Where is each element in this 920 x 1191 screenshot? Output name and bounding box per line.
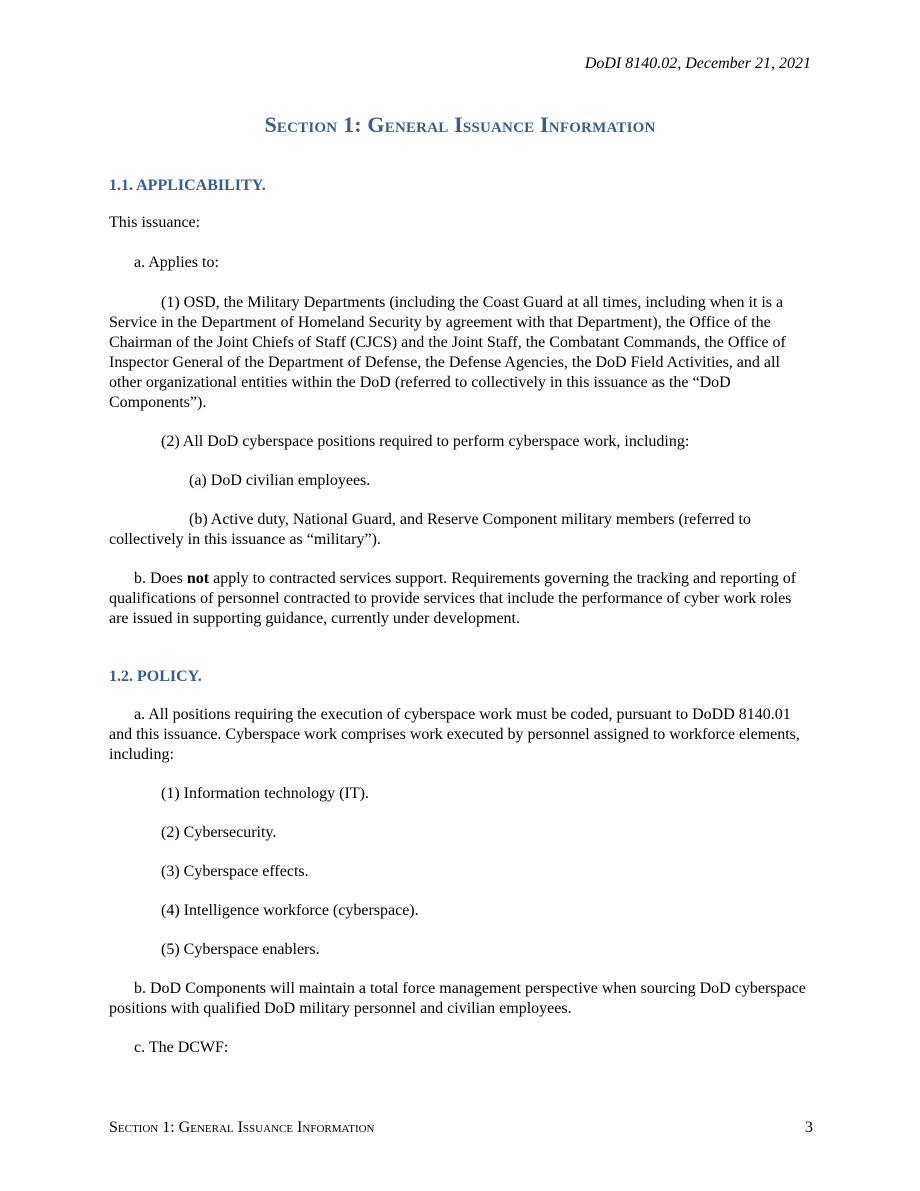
applicability-b-pre: b. Does [134, 570, 187, 587]
applicability-a2a: (a) DoD civilian employees. [189, 472, 371, 489]
policy-c: c. The DCWF: [134, 1039, 229, 1056]
page-header: DoDI 8140.02, December 21, 2021 [584, 55, 811, 72]
applicability-b-emphasis: not [186, 570, 210, 587]
heading-policy: 1.2. POLICY. [109, 668, 202, 685]
heading-applicability: 1.1. APPLICABILITY. [109, 177, 266, 194]
footer-section-title: Section 1: General Issuance Information [109, 1119, 375, 1136]
policy-item: (2) Cybersecurity. [161, 824, 277, 841]
section-title: Section 1: General Issuance Information [264, 112, 656, 137]
policy-a: a. All positions requiring the execution of cyberspace work must be coded, pursuant to DoDD 8140.01 and this issuance. Cyberspace work comprises work executed by personnel assigned to workforce elements, including: [109, 706, 800, 763]
policy-item: (1) Information technology (IT). [161, 785, 369, 802]
policy-item: (4) Intelligence workforce (cyberspace). [161, 902, 419, 919]
applicability-intro: This issuance: [109, 214, 201, 231]
policy-item: (5) Cyberspace enablers. [161, 941, 320, 958]
applicability-a2b: (b) Active duty, National Guard, and Reserve Component military members (referred to collectively in this issuance as “military”). [109, 511, 751, 548]
document-body [109, 176, 813, 1058]
policy-b: b. DoD Components will maintain a total force management perspective when sourcing DoD cyberspace positions with qualified DoD military personnel and civilian employees. [109, 980, 806, 1017]
applicability-a: a. Applies to: [134, 254, 219, 271]
applicability-a2: (2) All DoD cyberspace positions required to perform cyberspace work, including: [161, 433, 690, 450]
page-number: 3 [805, 1119, 813, 1136]
applicability-b-post: apply to contracted services support. Requirements governing the tracking and reporting of qualifications of personnel contracted to provide services that include the performance of cyber work roles are issued in supporting guidance, currently under development. [109, 570, 797, 627]
applicability-a1: (1) OSD, the Military Departments (including the Coast Guard at all times, including when it is a Service in the Department of Homeland Security by agreement with that Department), the Office of the Chairman of the Joint Chiefs of Staff (CJCS) and the Joint Staff, the Combatant Commands, the Office of Inspector General of the Department of Defense, the Defense Agencies, the DoD Field Activities, and all other organizational entities within the DoD (referred to collectively in this issuance as the “DoD Components”). [109, 294, 786, 411]
page-footer [109, 1118, 813, 1138]
policy-item: (3) Cyberspace effects. [161, 863, 309, 880]
applicability-b [109, 569, 813, 629]
